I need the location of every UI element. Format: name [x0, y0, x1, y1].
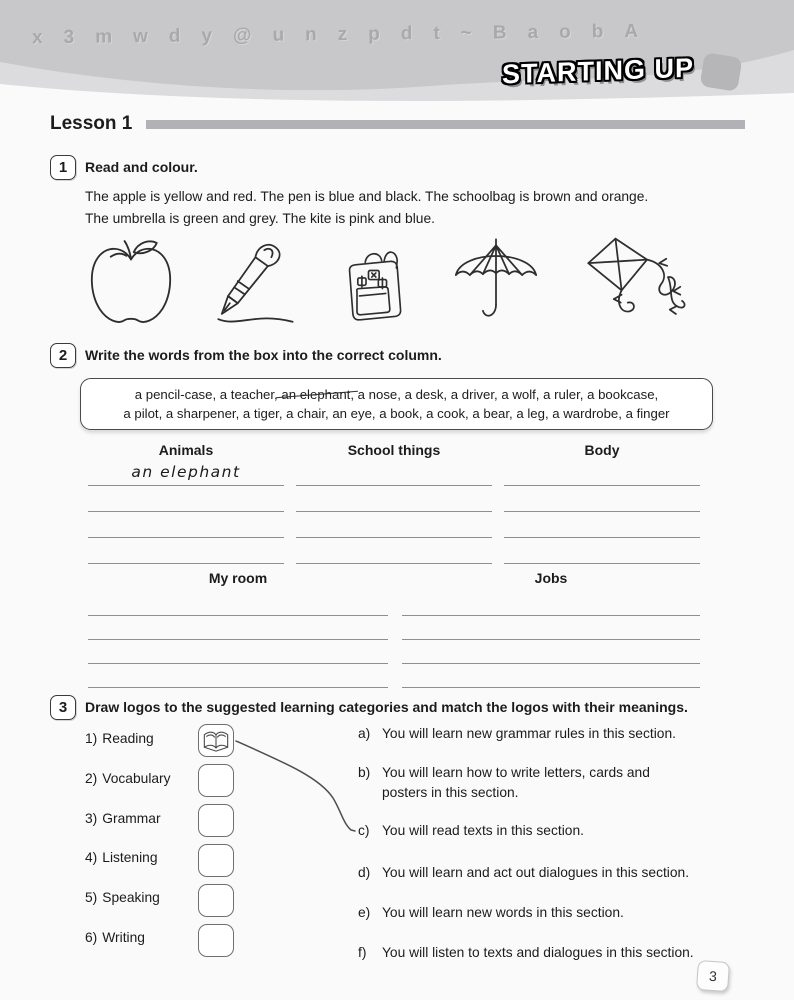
category-columns	[88, 442, 700, 688]
page-number-badge	[696, 960, 730, 992]
struck-word: an elephant	[281, 387, 351, 402]
write-line[interactable]	[402, 592, 700, 616]
meaning-text: You will learn how to write letters, cards and posters in this section.	[382, 765, 650, 800]
meaning-text: You will learn new words in this section.	[382, 905, 624, 920]
logo-box-listening[interactable]	[198, 844, 234, 877]
write-line[interactable]	[88, 486, 284, 512]
meaning-text: You will read texts in this section.	[382, 823, 584, 838]
write-line[interactable]	[296, 538, 492, 564]
lesson-heading-row	[50, 112, 745, 136]
category-number: 1)	[85, 731, 98, 746]
kite-drawing[interactable]	[580, 236, 700, 328]
write-line[interactable]	[504, 460, 700, 486]
word-box-line1-before: a pencil-case, a teacher,	[134, 387, 282, 402]
exercise-1	[50, 154, 745, 328]
header-wave-band	[0, 0, 794, 104]
category-columns-row-2	[88, 570, 700, 688]
corner-tab-shape	[700, 52, 743, 92]
meaning-letter: b)	[358, 765, 371, 780]
column-header: Animals	[158, 442, 214, 458]
meaning-letter: d)	[358, 865, 371, 880]
write-line[interactable]	[88, 592, 388, 616]
lesson-title-bar	[146, 120, 745, 129]
decorative-letter-doodles: x3mwdy@unzpdt~BaobA	[31, 20, 660, 49]
category-number: 4)	[85, 850, 98, 865]
category-listening	[85, 848, 158, 868]
lesson-title: Lesson 1	[50, 113, 133, 134]
logo-box-writing[interactable]	[198, 924, 234, 957]
apple-drawing[interactable]	[85, 237, 177, 327]
page-title: STARTING UP	[502, 52, 694, 90]
column-body	[504, 442, 700, 564]
meaning-b	[358, 763, 758, 803]
category-number: 3)	[85, 811, 98, 826]
category-label: Speaking	[102, 890, 160, 905]
write-line[interactable]	[402, 616, 700, 640]
write-line[interactable]	[402, 664, 700, 688]
pen-drawing[interactable]	[213, 237, 297, 327]
category-label: Writing	[102, 930, 145, 945]
exercise-3	[50, 694, 745, 982]
column-school-things	[296, 442, 492, 564]
exercise-number-badge: 1	[50, 155, 76, 180]
meaning-text: You will listen to texts and dialogues in this section.	[382, 945, 694, 960]
category-label: Vocabulary	[102, 771, 171, 786]
category-columns-row-1	[88, 442, 700, 564]
exercise-2-header	[50, 342, 745, 368]
page-number: 3	[708, 967, 718, 985]
category-label: Listening	[102, 850, 158, 865]
category-number: 6)	[85, 930, 98, 945]
handwritten-entry: an elephant	[131, 463, 241, 481]
open-book-icon	[202, 729, 230, 753]
write-line[interactable]	[504, 486, 700, 512]
column-my-room	[88, 570, 388, 688]
category-writing	[85, 928, 145, 948]
word-box-line1-after: , a nose, a desk, a driver, a wolf, a ruler, a bookcase,	[350, 387, 659, 402]
word-box-line-1	[92, 385, 701, 404]
meaning-text: You will learn and act out dialogues in this section.	[382, 865, 690, 880]
page-content	[0, 112, 794, 982]
meaning-letter: c)	[358, 823, 370, 838]
logo-box-speaking[interactable]	[198, 884, 234, 917]
exercise-3-title: Draw logos to the suggested learning categories and match the logos with their meanings.	[85, 699, 688, 715]
umbrella-drawing[interactable]	[448, 236, 544, 328]
page-header	[0, 0, 794, 104]
write-line[interactable]	[296, 460, 492, 486]
matching-area	[50, 720, 745, 982]
logo-box-reading[interactable]	[198, 724, 234, 757]
column-header: School things	[347, 442, 441, 458]
category-label: Grammar	[102, 811, 161, 826]
write-line[interactable]	[504, 512, 700, 538]
exercise-number-badge: 2	[50, 343, 76, 368]
meaning-letter: f)	[358, 945, 367, 960]
page-title-wrap	[502, 52, 694, 90]
category-number: 2)	[85, 771, 98, 786]
colouring-drawings-row	[85, 236, 700, 328]
schoolbag-drawing[interactable]	[334, 236, 412, 328]
meaning-f	[358, 943, 758, 963]
write-line[interactable]	[88, 460, 284, 486]
meaning-letter: a)	[358, 726, 371, 741]
word-box	[80, 378, 713, 430]
category-reading	[85, 729, 154, 749]
meaning-e	[358, 903, 758, 923]
exercise-number-badge: 3	[50, 695, 76, 720]
column-jobs	[402, 570, 700, 688]
exercise-2	[50, 342, 745, 688]
write-line[interactable]	[504, 538, 700, 564]
category-grammar	[85, 809, 161, 829]
meaning-letter: e)	[358, 905, 371, 920]
column-animals	[88, 442, 284, 564]
column-header: Jobs	[534, 570, 568, 586]
write-line[interactable]	[88, 616, 388, 640]
exercise-3-header	[50, 694, 745, 720]
logo-box-grammar[interactable]	[198, 804, 234, 837]
word-box-line-2: a pilot, a sharpener, a tiger, a chair, an eye, a book, a cook, a bear, a leg, a wardrobe, a finger	[123, 406, 670, 421]
category-vocabulary	[85, 769, 171, 789]
category-label: Reading	[102, 731, 154, 746]
category-speaking	[85, 888, 160, 908]
write-line[interactable]	[88, 640, 388, 664]
column-header: Body	[584, 442, 620, 458]
column-header: My room	[208, 570, 268, 586]
write-line[interactable]	[88, 512, 284, 538]
category-number: 5)	[85, 890, 98, 905]
write-line[interactable]	[296, 512, 492, 538]
meaning-c	[358, 821, 758, 841]
write-line[interactable]	[88, 538, 284, 564]
exercise-1-header	[50, 154, 745, 180]
logo-box-vocabulary[interactable]	[198, 764, 234, 797]
meaning-text: You will learn new grammar rules in this section.	[382, 726, 676, 741]
write-line[interactable]	[296, 486, 492, 512]
exercise-1-text: The apple is yellow and red. The pen is blue and black. The schoolbag is brown and orange. The umbrella is green and grey. The kite is pink and blue.	[85, 189, 649, 226]
meaning-d	[358, 863, 758, 883]
write-line[interactable]	[88, 664, 388, 688]
exercise-1-title: Read and colour.	[85, 159, 198, 175]
exercise-2-title: Write the words from the box into the correct column.	[85, 347, 442, 363]
meaning-a	[358, 724, 758, 744]
write-line[interactable]	[402, 640, 700, 664]
